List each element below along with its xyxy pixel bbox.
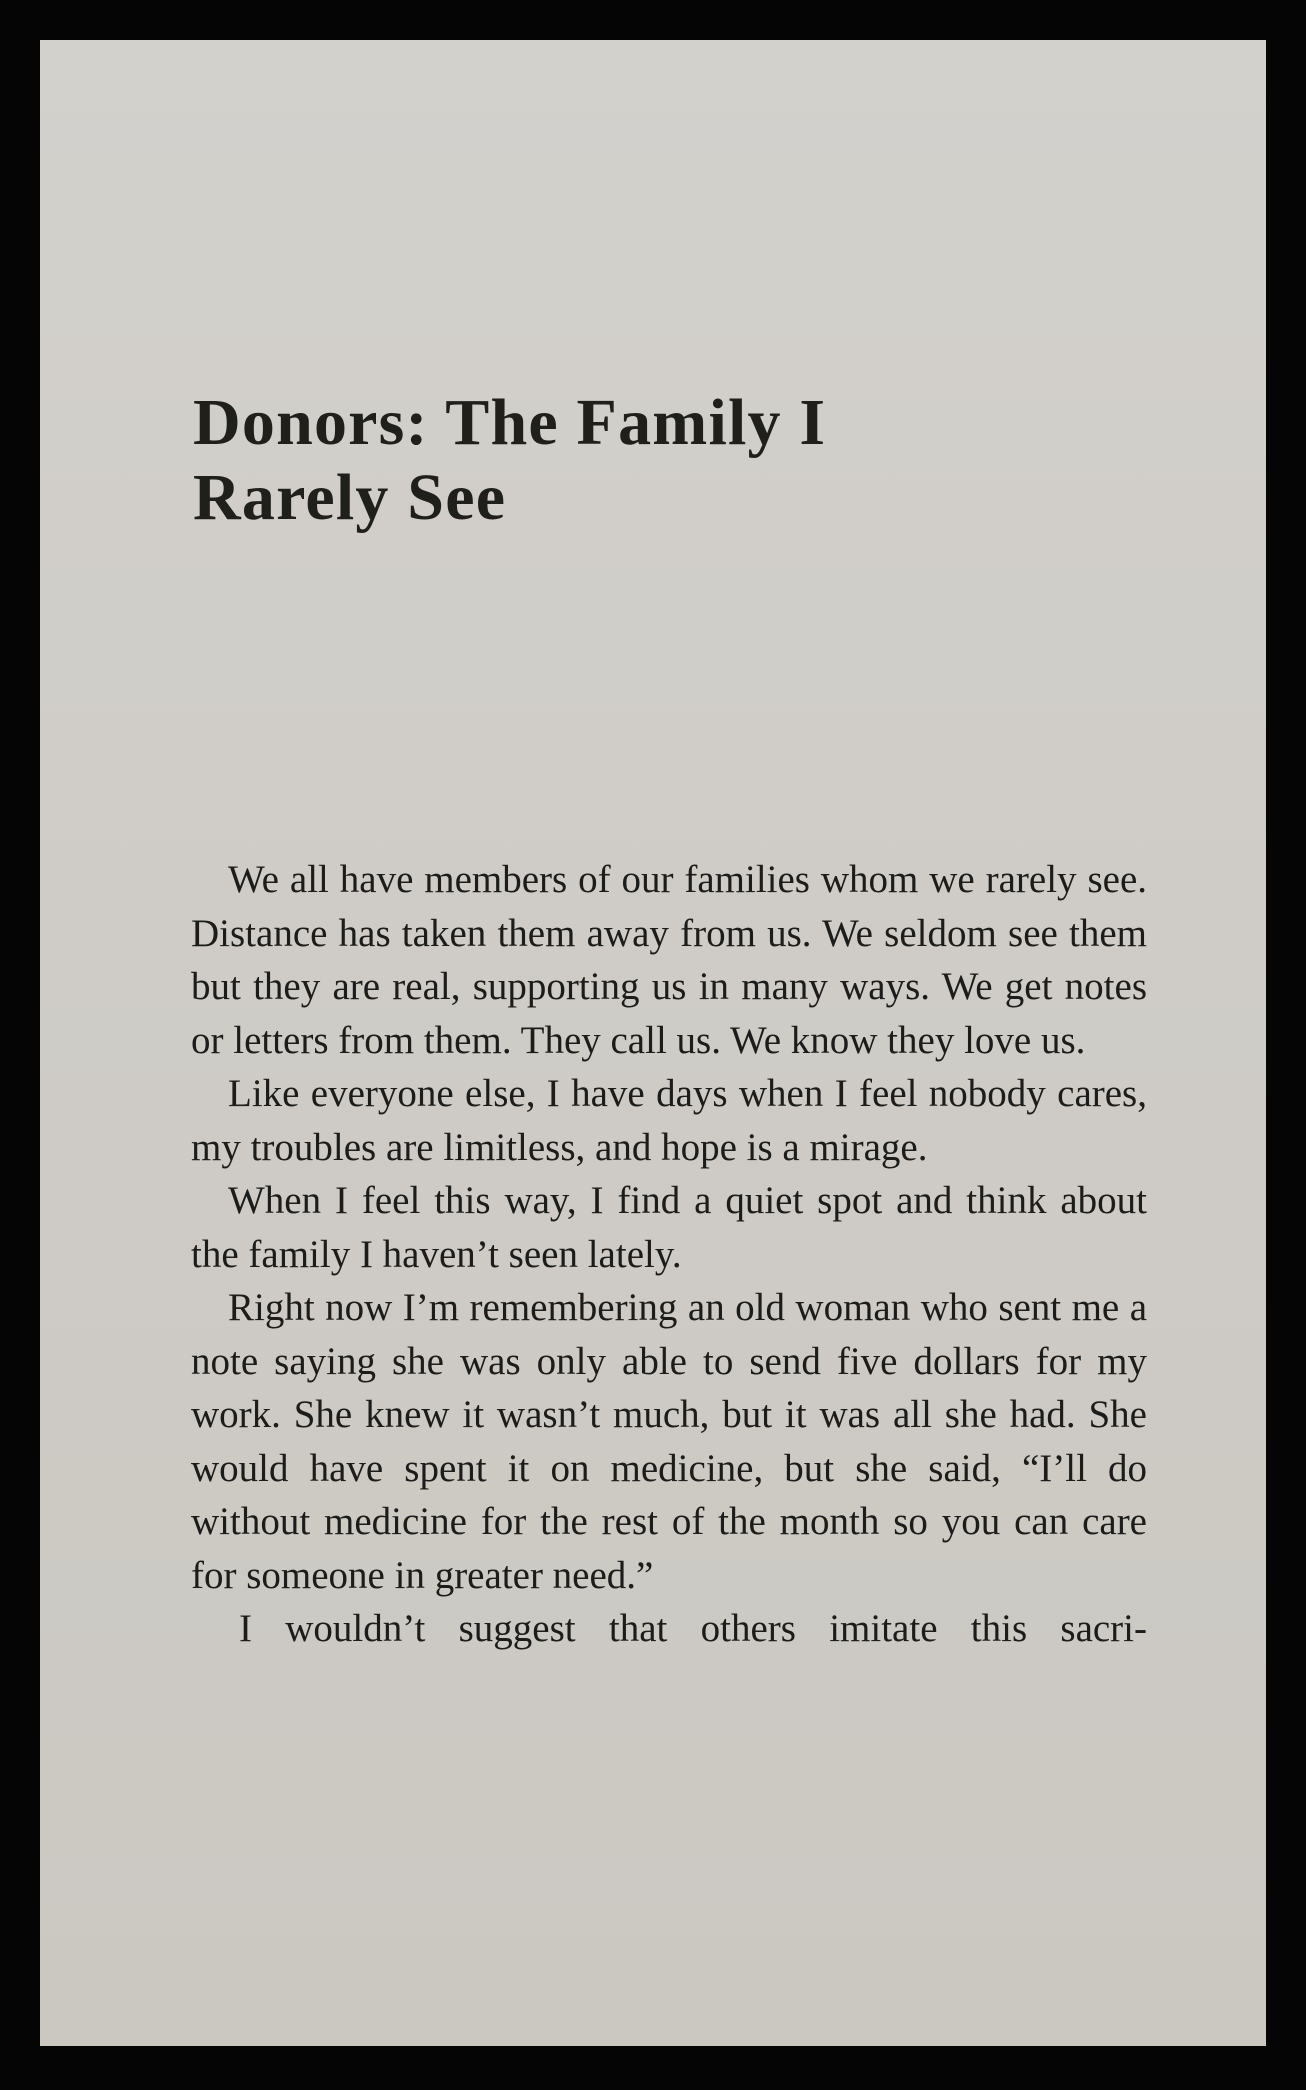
paragraph-4: Right now I’m remembering an old woman who sent me a note saying she was only able to send five dollars for my work. She knew it wasn’t much, but it was all she had. She would have spent it on medicine, but she said, “I’ll do without medicine for the rest of the month so you can care for someone in greater need.”	[191, 1286, 1147, 1597]
body-text	[191, 853, 1147, 1656]
paragraph-2: Like everyone else, I have days when I feel nobody cares, my troubles are limitless, and hope is a mirage.	[191, 1072, 1147, 1169]
chapter-title-line-1: Donors: The Family I	[193, 386, 827, 459]
chapter-title	[193, 385, 1093, 535]
paragraph-5: I wouldn’t suggest that others imitate this sacri-	[239, 1607, 1147, 1650]
book-page	[40, 40, 1266, 2046]
paragraph-3: When I feel this way, I find a quiet spot and think about the family I haven’t seen lately.	[191, 1179, 1147, 1276]
chapter-title-line-2: Rarely See	[193, 461, 507, 534]
paragraph-1: We all have members of our families whom we rarely see. Distance has taken them away from us. We seldom see them but they are real, supporting us in many ways. We get notes or letters from them. They call us. We know they love us.	[191, 858, 1147, 1062]
